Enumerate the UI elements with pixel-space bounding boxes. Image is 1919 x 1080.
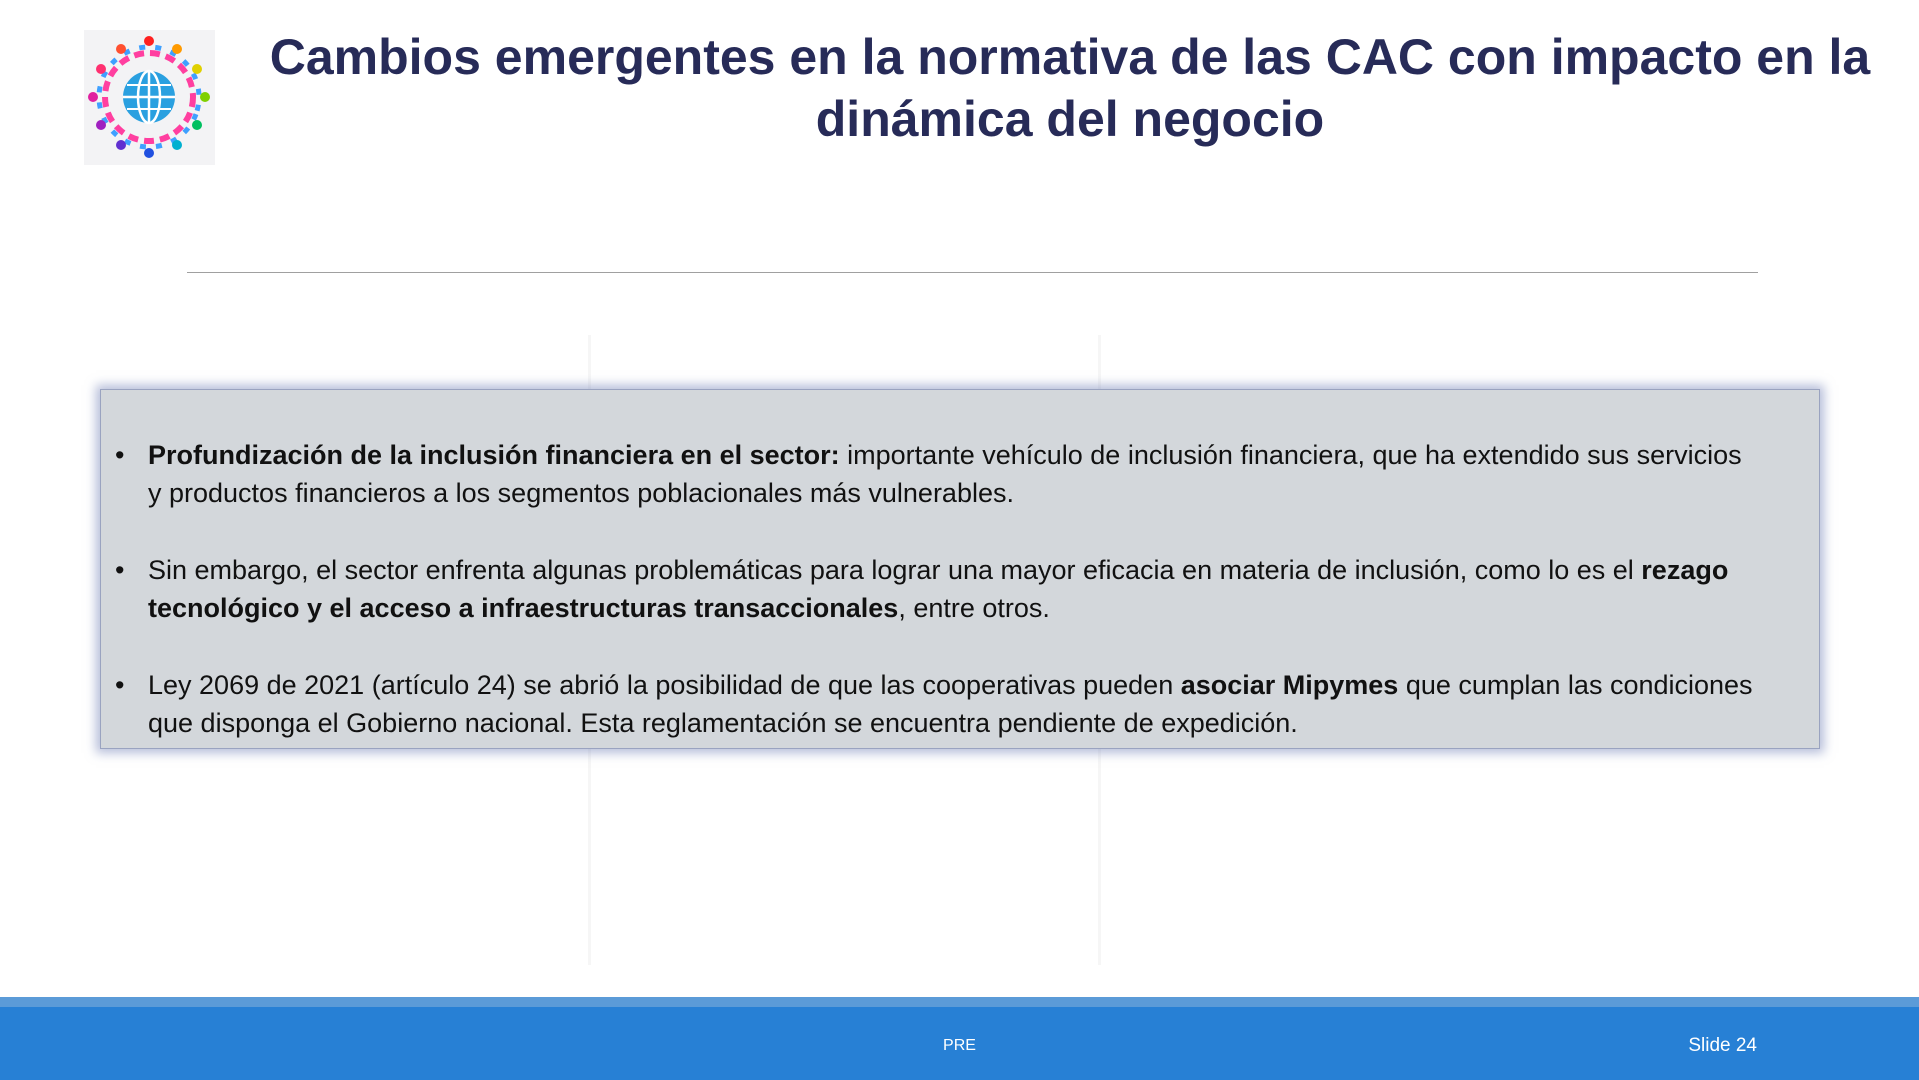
bullet-text: Sin embargo, el sector enfrenta algunas problemáticas para lograr una mayor eficacia en materia de inclusión, como lo es el (148, 555, 1642, 585)
footer-stripe (0, 997, 1919, 1007)
footer-text: PRE (943, 1037, 976, 1054)
bullet-text: importante vehículo de inclusión financiera, que ha extendido sus servicios y productos financieros a los segmentos poblacionales más vulnerables. (148, 440, 1742, 508)
bullet-text: que cumplan las condiciones que disponga el Gobierno nacional. Esta reglamentación se encuentra pendiente de expedición. (148, 670, 1753, 738)
bullet-icon: • (115, 440, 125, 470)
bullet-item (115, 436, 1759, 512)
slide-number: Slide 24 (1688, 1035, 1757, 1056)
bullet-icon: • (115, 555, 125, 585)
bullet-item (115, 551, 1759, 627)
bullet-bold-text: rezago tecnológico y el acceso a infraestructuras transaccionales (148, 555, 1729, 623)
bullet-item (115, 666, 1759, 742)
title-divider (187, 272, 1758, 273)
bullet-list (101, 390, 1819, 742)
bullet-icon: • (115, 670, 125, 700)
bullet-bold-text: asociar Mipymes (1180, 670, 1399, 700)
footer-bar (0, 1007, 1919, 1080)
bullet-bold-lead: Profundización de la inclusión financiera en el sector: (148, 440, 840, 470)
bullet-text: Ley 2069 de 2021 (artículo 24) se abrió la posibilidad de que las cooperativas pueden (148, 670, 1181, 700)
globe-people-ring-logo (84, 30, 215, 165)
slide-title: Cambios emergentes en la normativa de las CAC con impacto en la dinámica del negocio (269, 29, 1871, 147)
bullet-text: , entre otros. (898, 593, 1050, 623)
content-box (100, 389, 1820, 749)
